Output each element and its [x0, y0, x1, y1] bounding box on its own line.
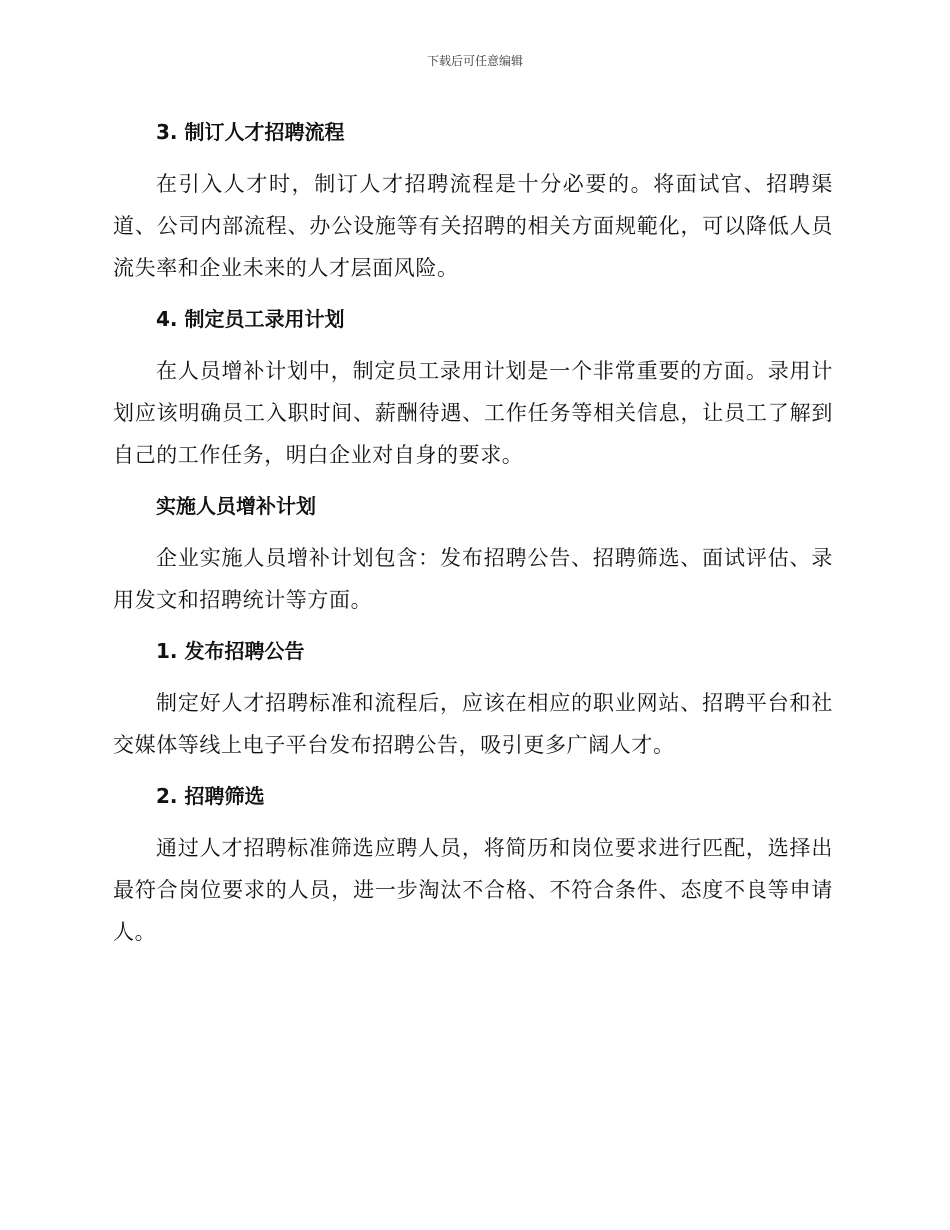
section-heading-implement-staffing-plan: 实施人员增补计划 — [156, 494, 316, 518]
section-heading-hiring-plan: 4. 制定员工录用计划 — [156, 307, 345, 331]
header-note: 下载后可任意编辑 — [426, 54, 523, 68]
section-paragraph-publish-announcement: 制定好人才招聘标准和流程后，应该在相应的职业网站、招聘平台和社交媒体等线上电子平台发布招聘公告，吸引更多广阔人才。 — [113, 691, 833, 757]
section-heading-publish-announcement: 1. 发布招聘公告 — [156, 639, 305, 663]
document-body — [113, 110, 833, 953]
section-paragraph-hiring-plan: 在人员增补计划中，制定员工录用计划是一个非常重要的方面。录用计划应该明确员工入职时间、薪酬待遇、工作任务等相关信息，让员工了解到自己的工作任务，明白企业对自身的要求。 — [113, 359, 833, 467]
section-paragraph-screening: 通过人才招聘标准筛选应聘人员，将简历和岗位要求进行匹配，选择出最符合岗位要求的人员，进一步淘汰不合格、不符合条件、态度不良等申请人。 — [113, 836, 833, 944]
section-heading-recruitment-process: 3. 制订人才招聘流程 — [156, 120, 345, 144]
section-paragraph-implement-staffing-plan: 企业实施人员增补计划包含：发布招聘公告、招聘筛选、面试评估、录用发文和招聘统计等方面。 — [113, 546, 833, 612]
section-heading-screening: 2. 招聘筛选 — [156, 784, 265, 808]
section-paragraph-recruitment-process: 在引入人才时，制订人才招聘流程是十分必要的。将面试官、招聘渠道、公司内部流程、办公设施等有关招聘的相关方面规範化，可以降低人员流失率和企业未来的人才层面风险。 — [113, 172, 833, 280]
